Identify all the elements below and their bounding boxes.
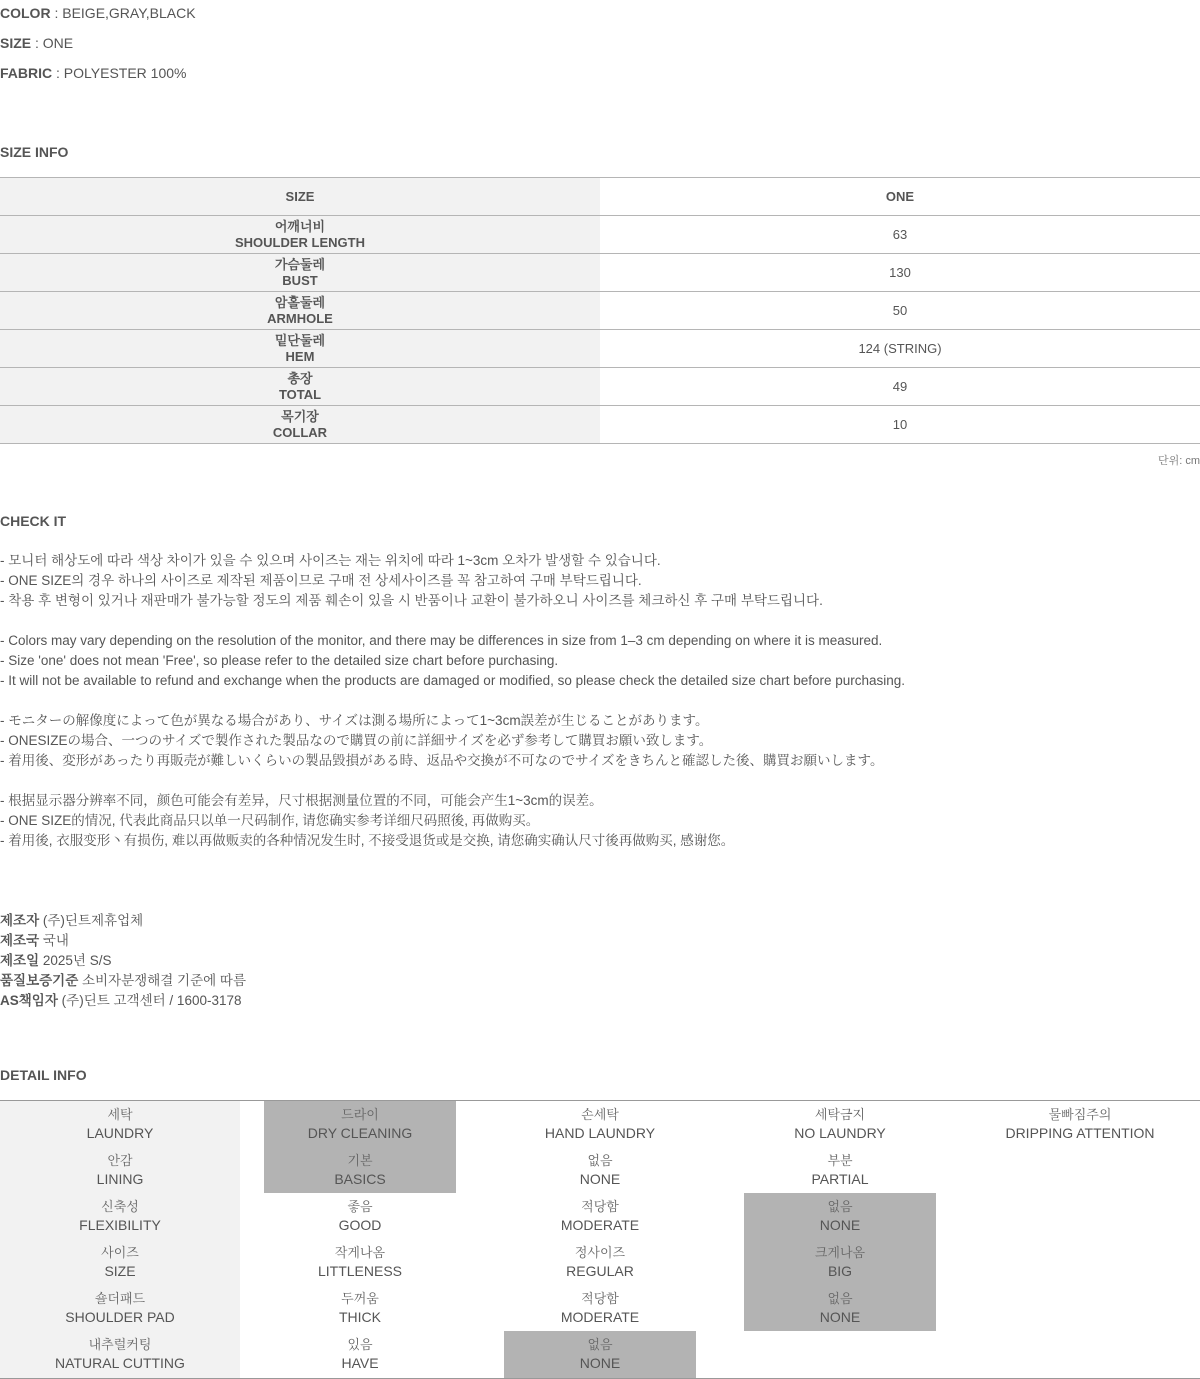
- maker-row: 제조자 (주)딘트제휴업체: [0, 913, 144, 928]
- detail-option: 있음 HAVE: [341, 1337, 379, 1371]
- detail-option: 없음 NONE: [819, 1199, 861, 1233]
- table-row: [0, 292, 1200, 330]
- detail-option: 적당함 MODERATE: [560, 1291, 640, 1325]
- size-header-value: ONE: [885, 189, 915, 204]
- detail-option: 정사이즈 REGULAR: [566, 1245, 634, 1279]
- size-row-label: 가슴둘레 BUST: [0, 254, 600, 291]
- detail-info-table: [0, 1100, 1200, 1379]
- note-line: - 着用後、変形があったり再販売が難しいくらいの製品毀損がある時、返品や交換が不可なのでサイズをきちんと確認した後、購買お願いします。: [0, 753, 884, 768]
- maker-row: 제조일 2025년 S/S: [0, 953, 112, 968]
- spec-size: SIZE : ONE: [0, 35, 74, 51]
- detail-option: 두꺼움 THICK: [339, 1291, 381, 1325]
- size-info-title: SIZE INFO: [0, 144, 69, 160]
- detail-option: 드라이 DRY CLEANING: [307, 1107, 413, 1141]
- note-line: - 着用後, 衣服变形丶有损伤, 难以再做贩卖的各种情况发生时, 不接受退货或是交换, 请您确实确认尺寸後再做购买, 感谢您。: [0, 833, 735, 848]
- detail-option: 크게나옴 BIG: [814, 1245, 866, 1279]
- note-line: - ONESIZEの場合、一つのサイズで製作された製品なので購買の前に詳細サイズを必ず参考して購買お願い致します。: [0, 733, 713, 748]
- detail-option: 손세탁 HAND LAUNDRY: [544, 1107, 656, 1141]
- detail-option: 적당함 MODERATE: [560, 1199, 640, 1233]
- table-row: [0, 216, 1200, 254]
- detail-info-title: DETAIL INFO: [0, 1067, 87, 1083]
- table-row: [0, 406, 1200, 444]
- note-line: - 착용 후 변형이 있거나 재판매가 불가능할 정도의 제품 훼손이 있을 시 반품이나 교환이 불가하오니 사이즈를 체크하신 후 구매 부탁드립니다.: [0, 593, 823, 608]
- size-row-label: 어깨너비 SHOULDER LENGTH: [0, 216, 600, 253]
- detail-label-natural-cutting: 내추럴커팅 NATURAL CUTTING: [55, 1337, 185, 1371]
- note-line: - 根据显示器分辨率不同，颜色可能会有差异，尺寸根据测量位置的不同，可能会产生1~3cm的误差。: [0, 793, 603, 808]
- size-row-label: 암홀둘레 ARMHOLE: [0, 292, 600, 329]
- note-line: - モニターの解像度によって色が異なる場合があり、サイズは測る場所によって1~3cm誤差が生じることがあります。: [0, 713, 709, 728]
- size-row-value: 63: [892, 227, 908, 242]
- note-line: - ONE SIZE的情况, 代表此商品只以单一尺码制作, 请您确实参考详细尺码照後, 再做购买。: [0, 813, 540, 828]
- size-row-value: 10: [892, 417, 908, 432]
- detail-option: 없음 NONE: [579, 1153, 621, 1187]
- detail-label-flexibility: 신축성 FLEXIBILITY: [79, 1199, 161, 1233]
- size-row-value: 130: [889, 265, 911, 280]
- size-header-label: SIZE: [0, 178, 600, 215]
- size-row-label: 총장 TOTAL: [0, 368, 600, 405]
- note-line: - Size 'one' does not mean 'Free', so please refer to the detailed size chart before purchasing.: [0, 653, 559, 668]
- check-it-notes: [0, 551, 905, 851]
- note-line: - It will not be available to refund and exchange when the products are damaged or modified, so please check the detailed size chart before purchasing.: [0, 673, 906, 688]
- detail-option: 없음 NONE: [819, 1291, 861, 1325]
- table-row: [0, 368, 1200, 406]
- detail-option: 부분 PARTIAL: [811, 1153, 869, 1187]
- detail-label-size: 사이즈 SIZE: [101, 1245, 139, 1279]
- detail-label-lining: 안감 LINING: [96, 1153, 144, 1187]
- maker-row: 품질보증기준 소비자분쟁해결 기준에 따름: [0, 973, 247, 988]
- size-row-value: 49: [892, 379, 908, 394]
- maker-info: [0, 911, 246, 1011]
- size-table-header: [0, 178, 1200, 216]
- detail-option: 기본 BASICS: [334, 1153, 386, 1187]
- detail-option: 좋음 GOOD: [338, 1199, 382, 1233]
- detail-option: 세탁금지 NO LAUNDRY: [794, 1107, 886, 1141]
- table-row: [0, 254, 1200, 292]
- size-row-value: 50: [892, 303, 908, 318]
- table-row: [0, 330, 1200, 368]
- note-line: - 모니터 해상도에 따라 색상 차이가 있을 수 있으며 사이즈는 재는 위치에 따라 1~3cm 오차가 발생할 수 있습니다.: [0, 553, 661, 568]
- detail-label-shoulder-pad: 숄더패드 SHOULDER PAD: [65, 1291, 175, 1325]
- note-line: - Colors may vary depending on the resolution of the monitor, and there may be differences in size from 1–3 cm depending on where it is measured.: [0, 633, 883, 648]
- maker-row: AS책임자 (주)딘트 고객센터 / 1600-3178: [0, 993, 242, 1008]
- maker-row: 제조국 국내: [0, 933, 69, 948]
- detail-option: 작게나옴 LITTLENESS: [317, 1245, 403, 1279]
- size-row-value: 124 (STRING): [858, 341, 942, 356]
- check-it-title: CHECK IT: [0, 513, 67, 529]
- unit-note: 단위: cm: [1157, 455, 1200, 467]
- spec-fabric: FABRIC : POLYESTER 100%: [0, 65, 187, 81]
- detail-option: 없음 NONE: [579, 1337, 621, 1371]
- detail-option: 물빠짐주의 DRIPPING ATTENTION: [1005, 1107, 1155, 1141]
- size-row-label: 목기장 COLLAR: [0, 406, 600, 443]
- detail-label-laundry: 세탁 LAUNDRY: [86, 1107, 154, 1141]
- note-line: - ONE SIZE의 경우 하나의 사이즈로 제작된 제품이므로 구매 전 상세사이즈를 꼭 참고하여 구매 부탁드립니다.: [0, 573, 642, 588]
- size-table: [0, 177, 1200, 444]
- size-row-label: 밑단둘레 HEM: [0, 330, 600, 367]
- spec-color: COLOR : BEIGE,GRAY,BLACK: [0, 5, 196, 21]
